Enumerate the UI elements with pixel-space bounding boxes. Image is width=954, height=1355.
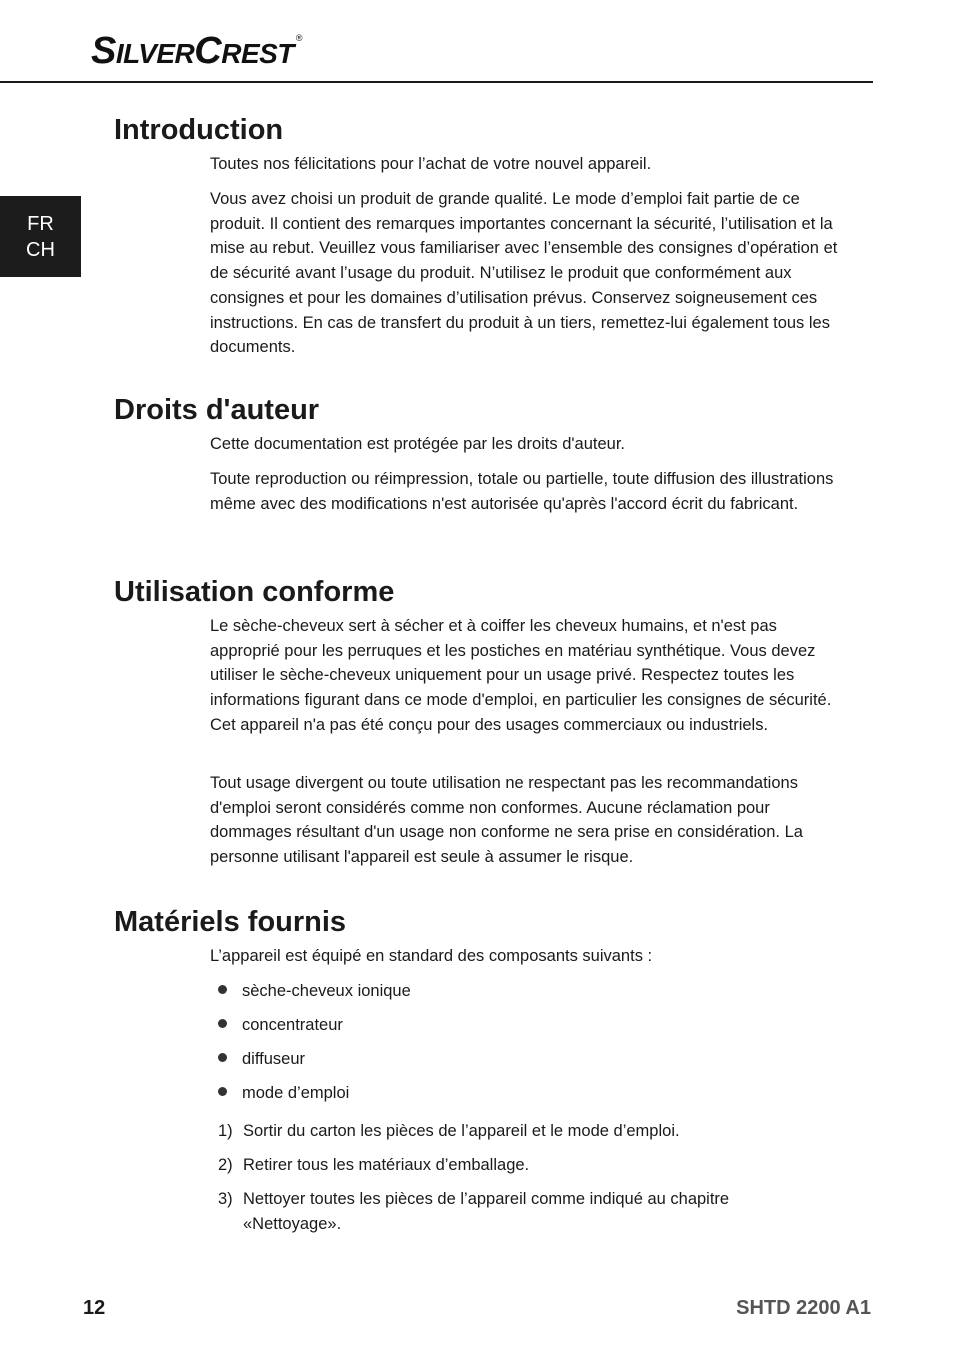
bullet-icon (218, 1019, 227, 1028)
heading-introduction: Introduction (114, 114, 284, 146)
usage-paragraph-2: Tout usage divergent ou toute utilisation ne respectant pas les recommandations d'emploi seront considérés comme non conformes. Aucune réclamation pour dommages résultant d'un usage non conforme ne sera prise en considération. La personne utilisant l'appareil est seule à assumer le risque. (210, 774, 803, 867)
copyright-paragraph-1: Cette documentation est protégée par les droits d'auteur. (210, 435, 625, 453)
step-item: 3) Nettoyer toutes les pièces de l’appareil comme indiqué au chapitre «Nettoyage». (218, 1190, 730, 1233)
model-number: SHTD 2200 A1 (736, 1297, 871, 1319)
heading-supplied: Matériels fournis (114, 906, 347, 938)
language-tab-line2: CH (26, 238, 55, 261)
list-item: mode d’emploi (218, 1081, 349, 1105)
heading-copyright: Droits d'auteur (114, 394, 320, 426)
supplied-intro: L’appareil est équipé en standard des composants suivants : (210, 947, 653, 965)
list-item: concentrateur (218, 1013, 343, 1037)
intro-paragraph-1: Toutes nos félicitations pour l’achat de votre nouvel appareil. (210, 155, 652, 173)
list-item: sèche-cheveux ionique (218, 979, 411, 1003)
usage-paragraph-1: Le sèche-cheveux sert à sécher et à coiffer les cheveux humains, et n'est pas approprié pour les perruques et les postiches en matériau synthétique. Vous devez utiliser le sèche-cheveux uniquement pour un usage privé. Respectez toutes les informations figurant dans ce mode d'emploi, en particulier les consignes de sécurité. Cet appareil n'a pas été conçu pour des usages commerciaux ou industriels. (210, 617, 832, 734)
brand-logo: SILVERCREST ® (91, 30, 303, 72)
language-tab-line1: FR (27, 212, 54, 235)
bullet-icon (218, 985, 227, 994)
bullet-icon (218, 1053, 227, 1062)
heading-usage: Utilisation conforme (114, 576, 395, 608)
copyright-paragraph-2: Toute reproduction ou réimpression, totale ou partielle, toute diffusion des illustrations même avec des modifications n'est autorisée qu'après l'accord écrit du fabricant. (210, 470, 834, 513)
list-item: diffuseur (218, 1047, 305, 1071)
intro-paragraph-2: Vous avez choisi un produit de grande qualité. Le mode d’emploi fait partie de ce produit. Il contient des remarques importantes concernant la sécurité, l’utilisation et la mise au rebut. Veuillez vous familiariser avec l’ensemble des consignes d’opération et de sécurité avant l’usage du produit. N’utilisez le produit que conformément aux consignes et pour les domaines d’utilisation prévus. Conservez soigneusement ces instructions. En cas de transfert du produit à un tiers, remettez-lui également tous les documents. (210, 190, 838, 357)
step-item: 1) Sortir du carton les pièces de l’appareil et le mode d’emploi. (218, 1122, 680, 1140)
header-rule (0, 81, 873, 83)
step-item: 2) Retirer tous les matériaux d’emballage. (218, 1156, 530, 1174)
language-tab (0, 196, 81, 277)
page-number: 12 (83, 1297, 106, 1319)
bullet-icon (218, 1087, 227, 1096)
